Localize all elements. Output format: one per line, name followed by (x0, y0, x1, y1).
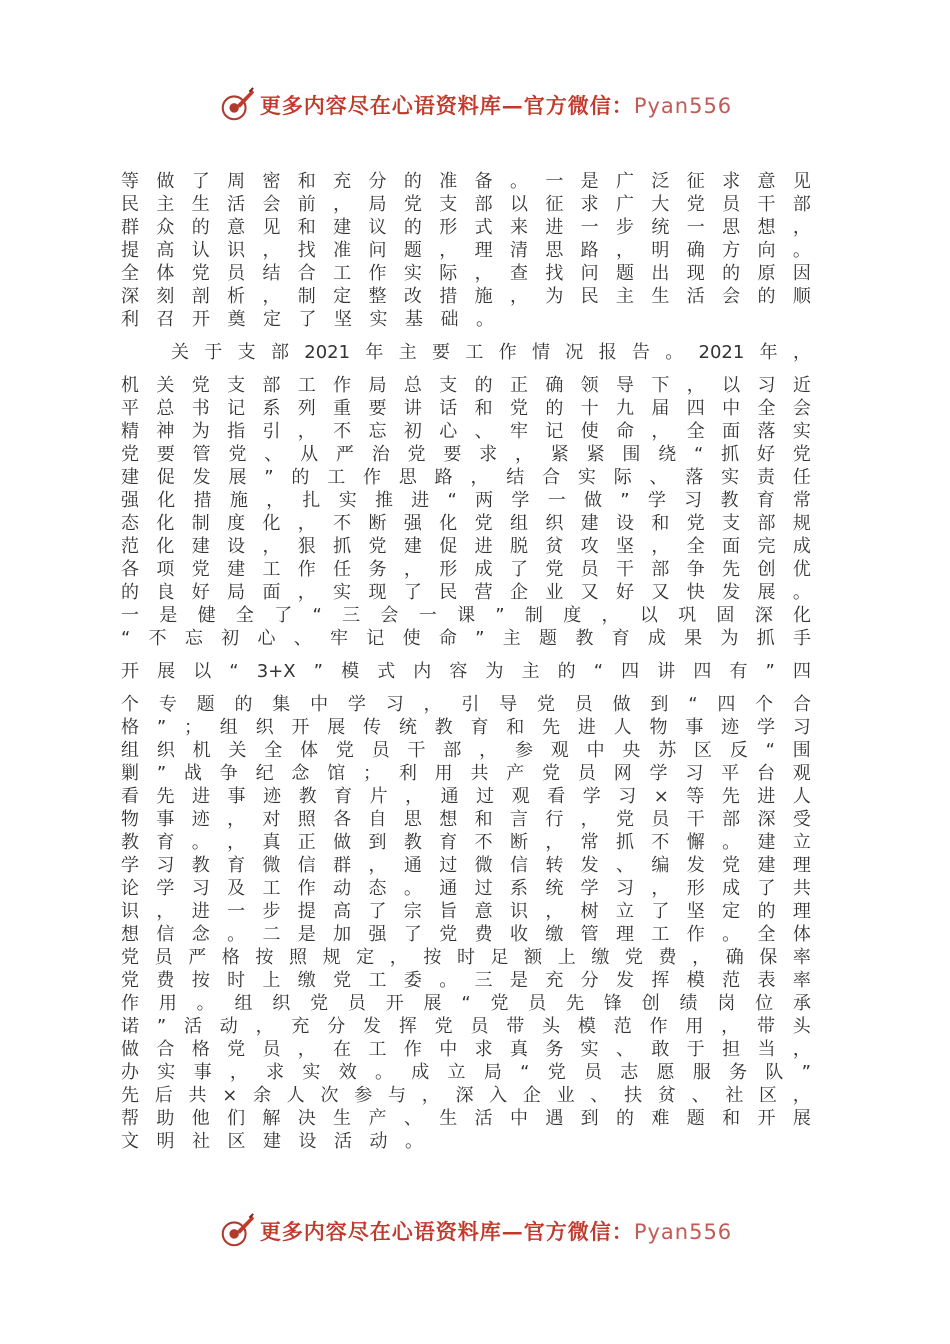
document-line: 民 主 生 活 会 前 ， 局 党 支 部 以 征 求 广 大 党 员 干 部 (121, 194, 811, 215)
banner-main-text: 更多内容尽在心语资料库—官方微信： (259, 93, 634, 118)
document-line: “ 不 忘 初 心 、 牢 记 使 命 ” 主 题 教 育 成 果 为 抓 手 (121, 628, 811, 649)
document-line: 群 众 的 意 见 和 建 议 的 形 式 来 进 一 步 统 一 思 想 ， (121, 217, 811, 238)
document-line: 全 体 党 员 结 合 工 作 实 际 ， 查 找 问 题 出 现 的 原 因 (121, 263, 811, 284)
header-banner (0, 84, 950, 126)
document-line: 平 总 书 记 系 列 重 要 讲 话 和 党 的 十 九 届 四 中 全 会 (121, 398, 811, 419)
document-line: 先 后 共 × 余 人 次 参 与 ， 深 入 企 业 、 扶 贫 、 社 区 ， (121, 1085, 811, 1106)
quill-pen-seal-icon (218, 1212, 256, 1250)
document-line: 物 事 迹 ， 对 照 各 自 思 想 和 言 行 ， 党 员 干 部 深 受 (121, 809, 811, 830)
quill-pen-seal-icon (218, 86, 256, 124)
document-line: 各 项 党 建 工 作 任 务 ， 形 成 了 党 员 干 部 争 先 创 优 (121, 559, 811, 580)
banner-main-text: 更多内容尽在心语资料库—官方微信： (259, 1219, 634, 1244)
document-line: 做 合 格 党 员 ， 在 工 作 中 求 真 务 实 、 敢 于 担 当 ， (121, 1039, 811, 1060)
document-line: 个 专 题 的 集 中 学 习 ， 引 导 党 员 做 到 “ 四 个 合 (121, 694, 811, 715)
document-line: 一 是 健 全 了 “ 三 会 一 课 ” 制 度 ， 以 巩 固 深 化 (121, 605, 811, 626)
document-line: 剿 ” 战 争 纪 念 馆 ； 利 用 共 产 党 员 网 学 习 平 台 观 (121, 763, 811, 784)
document-line: 精 神 为 指 引 ， 不 忘 初 心 、 牢 记 使 命 ， 全 面 落 实 (121, 421, 811, 442)
document-line: 等 做 了 周 密 和 充 分 的 准 备 。 一 是 广 泛 征 求 意 见 (121, 171, 811, 192)
document-line: 党 费 按 时 上 缴 党 工 委 。 三 是 充 分 发 挥 模 范 表 率 (121, 970, 811, 991)
document-line: 的 良 好 局 面 ， 实 现 了 民 营 企 业 又 好 又 快 发 展 。 (121, 582, 811, 603)
document-line: 作 用 。 组 织 党 员 开 展 “ 党 员 先 锋 创 绩 岗 位 承 (121, 993, 811, 1014)
banner-wechat-handle: Pyan556 (633, 1220, 733, 1244)
document-line: 关 于 支 部 2021 年 主 要 工 作 情 况 报 告 。 2021 年 ， (171, 342, 811, 363)
document-line: 强 化 措 施 ， 扎 实 推 进 “ 两 学 一 做 ” 学 习 教 育 常 (121, 490, 811, 511)
document-line: 开 展 以 “ 3+X ” 模 式 内 容 为 主 的 “ 四 讲 四 有 ” 四 (121, 661, 811, 682)
document-line: 想 信 念 。 二 是 加 强 了 党 费 收 缴 管 理 工 作 。 全 体 (121, 924, 811, 945)
document-line: 党 员 严 格 按 照 规 定 ， 按 时 足 额 上 缴 党 费 ， 确 保 率 (121, 947, 811, 968)
document-line: 教 育 。 ， 真 正 做 到 教 育 不 断 ， 常 抓 不 懈 。 建 立 (121, 832, 811, 853)
banner-text (260, 90, 732, 120)
document-line: 诺 ” 活 动 ， 充 分 发 挥 党 员 带 头 模 范 作 用 ， 带 头 (121, 1016, 811, 1037)
document-line: 机 关 党 支 部 工 作 局 总 支 的 正 确 领 导 下 ， 以 习 近 (121, 375, 811, 396)
document-line: 范 化 建 设 ， 狠 抓 党 建 促 进 脱 贫 攻 坚 ， 全 面 完 成 (121, 536, 811, 557)
document-line: 格 ” ； 组 织 开 展 传 统 教 育 和 先 进 人 物 事 迹 学 习 (121, 717, 811, 738)
document-line: 提 高 认 识 ， 找 准 问 题 ， 理 清 思 路 ， 明 确 方 向 。 (121, 240, 811, 261)
document-line: 利 召 开 奠 定 了 坚 实 基 础 。 (121, 309, 494, 330)
banner-wechat-handle: Pyan556 (633, 94, 733, 118)
document-line: 深 刻 剖 析 ， 制 定 整 改 措 施 ， 为 民 主 生 活 会 的 顺 (121, 286, 811, 307)
document-line: 帮 助 他 们 解 决 生 产 、 生 活 中 遇 到 的 难 题 和 开 展 (121, 1108, 811, 1129)
footer-banner (0, 1210, 950, 1252)
document-line: 看 先 进 事 迹 教 育 片 ， 通 过 观 看 学 习 × 等 先 进 人 (121, 786, 811, 807)
document-line: 论 学 习 及 工 作 动 态 。 通 过 系 统 学 习 ， 形 成 了 共 (121, 878, 811, 899)
document-line: 学 习 教 育 微 信 群 ， 通 过 微 信 转 发 、 编 发 党 建 理 (121, 855, 811, 876)
document-line: 党 要 管 党 、 从 严 治 党 要 求 ， 紧 紧 围 绕 “ 抓 好 党 (121, 444, 811, 465)
document-line: 办 实 事 ， 求 实 效 。 成 立 局 “ 党 员 志 愿 服 务 队 ” (121, 1062, 811, 1083)
banner-text (260, 1216, 732, 1246)
document-line: 文 明 社 区 建 设 活 动 。 (121, 1131, 423, 1152)
document-line: 建 促 发 展 ” 的 工 作 思 路 ， 结 合 实 际 、 落 实 责 任 (121, 467, 811, 488)
document-line: 识 ， 进 一 步 提 高 了 宗 旨 意 识 ， 树 立 了 坚 定 的 理 (121, 901, 811, 922)
document-line: 组 织 机 关 全 体 党 员 干 部 ， 参 观 中 央 苏 区 反 “ 围 (121, 740, 811, 761)
document-line: 态 化 制 度 化 ， 不 断 强 化 党 组 织 建 设 和 党 支 部 规 (121, 513, 811, 534)
document-body (121, 170, 811, 1153)
